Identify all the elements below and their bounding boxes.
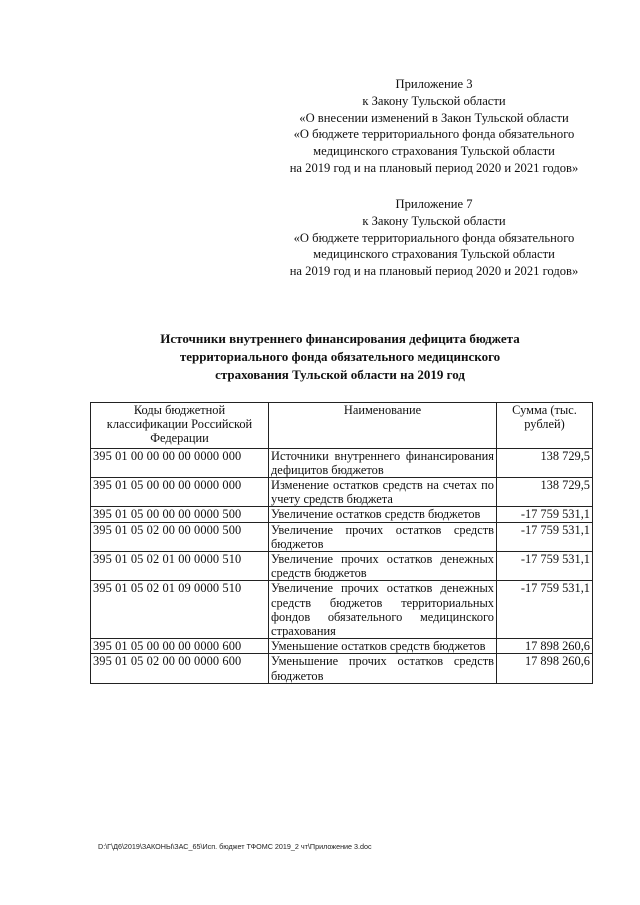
row-sum: -17 759 531,1 xyxy=(497,522,593,551)
document-title-line: территориального фонда обязательного медицинского xyxy=(179,349,501,364)
table-row xyxy=(91,522,593,551)
file-path-footer: D:\Г\Д6\2019\ЗАКОНЫ\ЗАС_65\Исп. бюджет ТФОМС 2019_2 чт\Приложение 3.doc xyxy=(98,842,372,851)
row-code: 395 01 05 00 00 00 0000 600 xyxy=(91,639,269,654)
document-title-line: Источники внутреннего финансирования дефицита бюджета xyxy=(160,331,520,346)
table-row xyxy=(91,639,593,654)
appendix-7-line: к Закону Тульской области xyxy=(362,213,506,228)
header-name: Наименование xyxy=(269,403,497,449)
header-code: Коды бюджетной классификации Российской Федерации xyxy=(91,403,269,449)
appendix-7-line: «О бюджете территориального фонда обязательного xyxy=(293,230,575,245)
row-name: Увеличение прочих остатков денежных средств бюджетов xyxy=(269,552,497,581)
row-sum: 17 898 260,6 xyxy=(497,639,593,654)
table-header-row xyxy=(91,403,593,449)
table-row xyxy=(91,654,593,683)
row-sum: -17 759 531,1 xyxy=(497,552,593,581)
appendix-3-line: «О бюджете территориального фонда обязательного xyxy=(293,127,575,142)
row-code: 395 01 05 02 01 09 0000 510 xyxy=(91,581,269,639)
row-name: Увеличение прочих остатков денежных средств бюджетов территориальных фондов обязательного медицинского страхования xyxy=(269,581,497,639)
table-row xyxy=(91,581,593,639)
appendix-3-line: медицинского страхования Тульской области xyxy=(313,144,555,159)
appendix-3-line: на 2019 год и на плановый период 2020 и 2021 годов» xyxy=(289,160,579,175)
appendix-7-line: медицинского страхования Тульской области xyxy=(313,247,555,262)
row-code: 395 01 05 02 00 00 0000 600 xyxy=(91,654,269,683)
row-name: Уменьшение прочих остатков средств бюджетов xyxy=(269,654,497,683)
row-sum: -17 759 531,1 xyxy=(497,581,593,639)
table-row xyxy=(91,552,593,581)
row-code: 395 01 00 00 00 00 0000 000 xyxy=(91,448,269,477)
financing-sources-table xyxy=(90,402,593,684)
table-row xyxy=(91,478,593,507)
row-name: Источники внутреннего финансирования дефицитов бюджетов xyxy=(269,448,497,477)
row-sum: 138 729,5 xyxy=(497,448,593,477)
appendix-3-line: Приложение 3 xyxy=(395,77,473,91)
row-code: 395 01 05 00 00 00 0000 000 xyxy=(91,478,269,507)
document-title-line: страхования Тульской области на 2019 год xyxy=(215,367,465,382)
row-name: Увеличение прочих остатков средств бюджетов xyxy=(269,522,497,551)
row-sum: 138 729,5 xyxy=(497,478,593,507)
appendix-3-line: «О внесении изменений в Закон Тульской области xyxy=(299,110,569,125)
row-code: 395 01 05 02 01 00 0000 510 xyxy=(91,552,269,581)
row-name: Изменение остатков средств на счетах по учету средств бюджета xyxy=(269,478,497,507)
document-title xyxy=(90,330,590,384)
appendix-7-line: Приложение 7 xyxy=(395,197,473,211)
row-name: Уменьшение остатков средств бюджетов xyxy=(269,639,497,654)
appendix-3-header xyxy=(258,76,610,177)
row-code: 395 01 05 00 00 00 0000 500 xyxy=(91,507,269,522)
appendix-7-header xyxy=(258,196,610,280)
appendix-7-line: на 2019 год и на плановый период 2020 и 2021 годов» xyxy=(289,264,579,279)
header-sum: Сумма (тыс. рублей) xyxy=(497,403,593,449)
table-row xyxy=(91,507,593,522)
row-sum: 17 898 260,6 xyxy=(497,654,593,683)
table-row xyxy=(91,448,593,477)
row-name: Увеличение остатков средств бюджетов xyxy=(269,507,497,522)
appendix-3-line: к Закону Тульской области xyxy=(362,93,506,108)
row-code: 395 01 05 02 00 00 0000 500 xyxy=(91,522,269,551)
row-sum: -17 759 531,1 xyxy=(497,507,593,522)
